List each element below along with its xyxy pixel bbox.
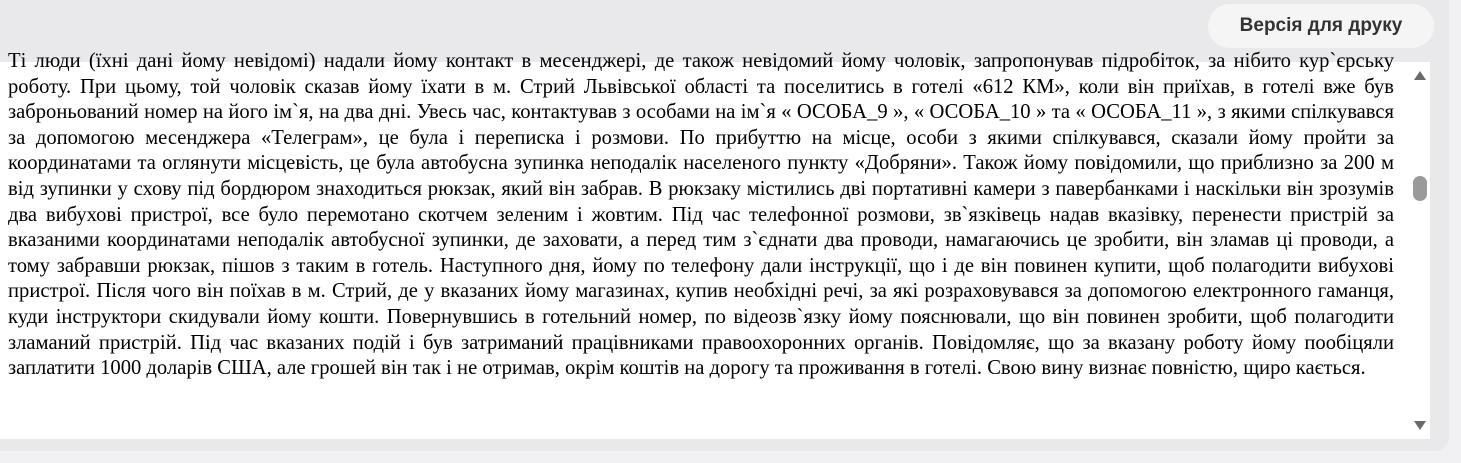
document-viewport[interactable] bbox=[0, 50, 1410, 439]
scroll-thumb[interactable] bbox=[1413, 176, 1427, 201]
scroll-down-icon[interactable] bbox=[1414, 421, 1426, 430]
print-version-button[interactable]: Версія для друку bbox=[1208, 4, 1434, 48]
scroll-up-icon[interactable] bbox=[1414, 71, 1426, 80]
vertical-scrollbar[interactable] bbox=[1410, 62, 1430, 439]
document-text: Ті люди (їхні дані йому невідомі) надали йому контакт в месенджері, де також невідомий йому чоловік, запропонував підробіток, за нібито кур`єрську роботу. При цьому, той чоловік сказав йому їхати в м. Стрий Львівської області та поселитись в готелі «612 КМ», коли він приїхав, в готелі вже був заброньований номер на його ім`я, на два дні. Увесь час, контактував з особами на ім`я « ОСОБА_9 », « ОСОБА_10 » та « ОСОБА_11 », з якими спілкувався за допомогою месенджера «Телеграм», це була і переписка і розмови. По прибуттю на місце, особи з якими спілкувався, сказали йому пройти за координатами та оглянути місцевість, це була автобусна зупинка неподалік населеного пункту «Добряни». Також йому повідомили, що приблизно за 200 м від зупинки у схову під бордюром знаходиться рюкзак, який він забрав. В рюкзаку містились дві портативні камери з павербанками і наскільки він зрозумів два вибухові пристрої, все було перемотано скотчем зеленим і жовтим. Під час телефонної розмови, зв`язківець надав вказівку, перенести пристрій за вказаними координатами неподалік автобусної зупинки, де заховати, а перед тим з`єднати два проводи, намагаючись це зробити, він зламав ці проводи, а тому забравши рюкзак, пішов з таким в готель. Наступного дня, йому по телефону дали інструкції, що і де він повинен купити, щоб полагодити вибухові пристрої. Після чого він поїхав в м. Стрий, де у вказаних йому магазинах, купив необхідні речі, за які розраховувався за допомогою електронного гаманця, куди інструктори скидували йому кошти. Повернувшись в готельний номер, по відеозв`язку йому пояснювали, що він повинен зробити, щоб полагодити зламаний пристрій. Під час вказаних подій і був затриманий працівниками правоохоронних органів. Повідомляє, що за вказану роботу йому пообіцяли заплатити 1000 доларів США, але грошей він так і не отримав, окрім коштів на дорогу та проживання в готелі. Свою вину визнає повністю, щиро кається. bbox=[8, 50, 1394, 380]
